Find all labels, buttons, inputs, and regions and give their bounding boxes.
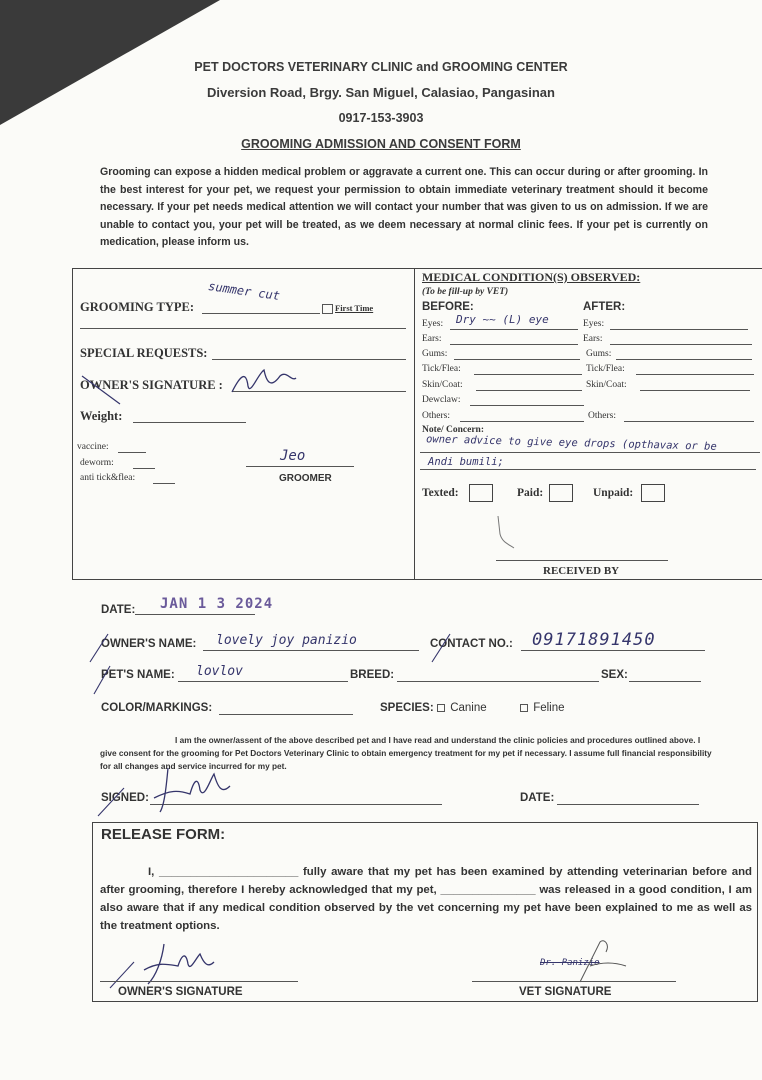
weight-label: Weight: — [80, 409, 123, 423]
after-label: AFTER: — [583, 301, 626, 313]
after-tick-label: Tick/Flea: — [586, 364, 625, 374]
anti-tick-line[interactable] — [153, 483, 175, 484]
breed-line[interactable] — [397, 681, 599, 682]
owner-signature-scribble — [80, 366, 310, 406]
signed-scribble — [94, 760, 244, 820]
special-requests-line[interactable] — [212, 359, 406, 360]
groomer-value: Jeo — [280, 448, 306, 464]
contact-label: CONTACT NO.: — [430, 638, 513, 650]
date-line[interactable] — [135, 614, 255, 615]
contact-value: 09171891450 — [532, 630, 656, 650]
groomer-line[interactable] — [246, 466, 354, 467]
texted-checkbox[interactable] — [469, 484, 493, 502]
before-tick-label: Tick/Flea: — [422, 364, 461, 374]
species-label: SPECIES: — [380, 702, 434, 714]
weight-line[interactable] — [133, 422, 246, 423]
feline-option[interactable] — [520, 702, 565, 714]
contact-line[interactable] — [521, 650, 705, 651]
owner-name-slash — [88, 626, 528, 666]
after-ears-label: Ears: — [583, 334, 603, 344]
column-divider — [414, 268, 415, 580]
received-by-line[interactable] — [496, 560, 668, 561]
release-owner-label: OWNER'S SIGNATURE — [118, 986, 243, 998]
after-ears-line[interactable] — [610, 344, 752, 345]
grooming-type-value: summer cut — [207, 279, 281, 303]
sex-label: SEX: — [601, 669, 628, 681]
before-dewclaw-line[interactable] — [470, 405, 584, 406]
before-label: BEFORE: — [422, 301, 474, 313]
paid-checkbox[interactable] — [549, 484, 573, 502]
owner-signature-label: OWNER'S SIGNATURE : — [80, 378, 223, 392]
deworm-label: deworm: — [80, 458, 114, 468]
paid-label: Paid: — [517, 487, 544, 499]
date-stamp: JAN 1 3 2024 — [160, 596, 274, 612]
before-dewclaw-label: Dewclaw: — [422, 395, 461, 405]
received-by-label: RECEIVED BY — [543, 565, 620, 577]
first-time-option[interactable] — [322, 303, 373, 314]
grooming-type-line[interactable] — [202, 313, 320, 314]
release-text: I, ______________________ fully aware that my pet has been examined by attending veterinarian before and after grooming, therefore I hereby acknowledged that my pet, _______________ was released in a good condition, I am also aware that if any medical condition observed by the vet concerning my pet have been explained to me as well as the treatment options. — [100, 866, 752, 932]
after-eyes-line[interactable] — [610, 329, 748, 330]
after-others-line[interactable] — [624, 421, 754, 422]
breed-label: BREED: — [350, 669, 395, 681]
deworm-line[interactable] — [133, 468, 155, 469]
before-gums-label: Gums: — [422, 349, 448, 359]
before-ears-line[interactable] — [450, 344, 578, 345]
eyes-before-value: Dry ~~ (L) eye — [456, 313, 549, 326]
signed-label: SIGNED: — [101, 792, 149, 804]
before-skin-line[interactable] — [476, 390, 582, 391]
before-others-label: Others: — [422, 411, 450, 421]
color-line[interactable] — [219, 714, 353, 715]
anti-tick-label: anti tick&flea: — [80, 473, 136, 483]
feline-label: Feline — [533, 702, 565, 714]
vaccine-line[interactable] — [118, 452, 146, 453]
color-label: COLOR/MARKINGS: — [101, 702, 213, 714]
date-label: DATE: — [101, 604, 136, 616]
after-gums-label: Gums: — [586, 349, 612, 359]
canine-label: Canine — [450, 702, 487, 714]
release-owner-line[interactable] — [100, 981, 298, 982]
intro-paragraph: Grooming can expose a hidden medical problem or aggravate a current one. This can occur during or after grooming. In the best interest for your pet, we request your permission to obtain immediate veterinary treatment should it become necessary. If your pet needs medical attention we will contact your number that was given to us on admission. If we are unable to contact you, your pet will be treated, as we deem necessary at normal clinic fees. If your pet is currently on medication, please inform us. — [100, 166, 708, 248]
note-line-b — [420, 469, 756, 470]
canine-checkbox[interactable] — [437, 704, 445, 712]
clinic-address: Diversion Road, Brgy. San Miguel, Calasiao, Pangasinan — [207, 85, 555, 100]
medical-title: MEDICAL CONDITION(S) OBSERVED: — [422, 270, 641, 284]
grooming-type-line-2 — [80, 328, 406, 329]
before-eyes-label: Eyes: — [422, 319, 444, 329]
release-title: RELEASE FORM: — [101, 826, 226, 843]
after-gums-line[interactable] — [616, 359, 752, 360]
note-line-a — [420, 452, 760, 453]
after-skin-label: Skin/Coat: — [586, 380, 627, 390]
unpaid-checkbox[interactable] — [641, 484, 665, 502]
vet-signature-line[interactable] — [472, 981, 676, 982]
note-line-2: Andi bumili; — [428, 456, 504, 468]
texted-label: Texted: — [422, 487, 459, 499]
clinic-name: PET DOCTORS VETERINARY CLINIC and GROOMING CENTER — [194, 60, 568, 74]
date2-line[interactable] — [557, 804, 699, 805]
before-eyes-line[interactable] — [450, 329, 578, 330]
after-others-label: Others: — [588, 411, 616, 421]
first-time-checkbox[interactable] — [322, 304, 333, 314]
special-requests-label: SPECIAL REQUESTS: — [80, 346, 208, 360]
received-by-scribble — [490, 514, 520, 550]
sex-line[interactable] — [629, 681, 701, 682]
vet-signature-label: VET SIGNATURE — [519, 986, 612, 998]
vet-signature-scribble — [530, 936, 640, 986]
before-others-line[interactable] — [460, 421, 584, 422]
pet-name-line[interactable] — [178, 681, 348, 682]
note-label: Note/ Concern: — [422, 425, 484, 435]
before-ears-label: Ears: — [422, 334, 442, 344]
after-tick-line[interactable] — [636, 374, 754, 375]
feline-checkbox[interactable] — [520, 704, 528, 712]
consent-text: I am the owner/assent of the above described pet and I have read and understand the clinic policies and procedures outlined above. I give consent for the grooming for Pet Doctors Veterinary Clinic to obtain emergency treatment for my pet if necessary. I assume full financial responsibility for all changes and service incurred for my pet. — [100, 735, 712, 771]
grooming-type-label: GROOMING TYPE: — [80, 300, 195, 314]
before-tick-line[interactable] — [474, 374, 582, 375]
pet-name-label: PET'S NAME: — [101, 669, 175, 681]
medical-subtitle: (To be fill-up by VET) — [422, 287, 509, 297]
date2-label: DATE: — [520, 792, 555, 804]
pet-name-value: lovlov — [196, 664, 243, 679]
before-gums-line[interactable] — [454, 359, 580, 360]
first-time-label: First Time — [335, 303, 374, 313]
before-skin-label: Skin/Coat: — [422, 380, 463, 390]
owner-name-value: lovely joy panizio — [216, 633, 357, 648]
pet-name-slash — [88, 660, 128, 700]
owner-name-label: OWNER'S NAME: — [101, 638, 197, 650]
vaccine-label: vaccine: — [77, 442, 109, 452]
after-eyes-label: Eyes: — [583, 319, 605, 329]
groomer-label: GROOMER — [279, 473, 332, 484]
unpaid-label: Unpaid: — [593, 487, 634, 499]
clinic-phone: 0917-153-3903 — [338, 111, 424, 125]
canine-option[interactable] — [437, 702, 487, 714]
vet-signature-value: Dr. Panizio — [540, 958, 600, 968]
note-line-1: owner advice to give eye drops (opthavax or be — [425, 433, 717, 453]
after-skin-line[interactable] — [640, 390, 750, 391]
form-title: GROOMING ADMISSION AND CONSENT FORM — [241, 137, 521, 151]
